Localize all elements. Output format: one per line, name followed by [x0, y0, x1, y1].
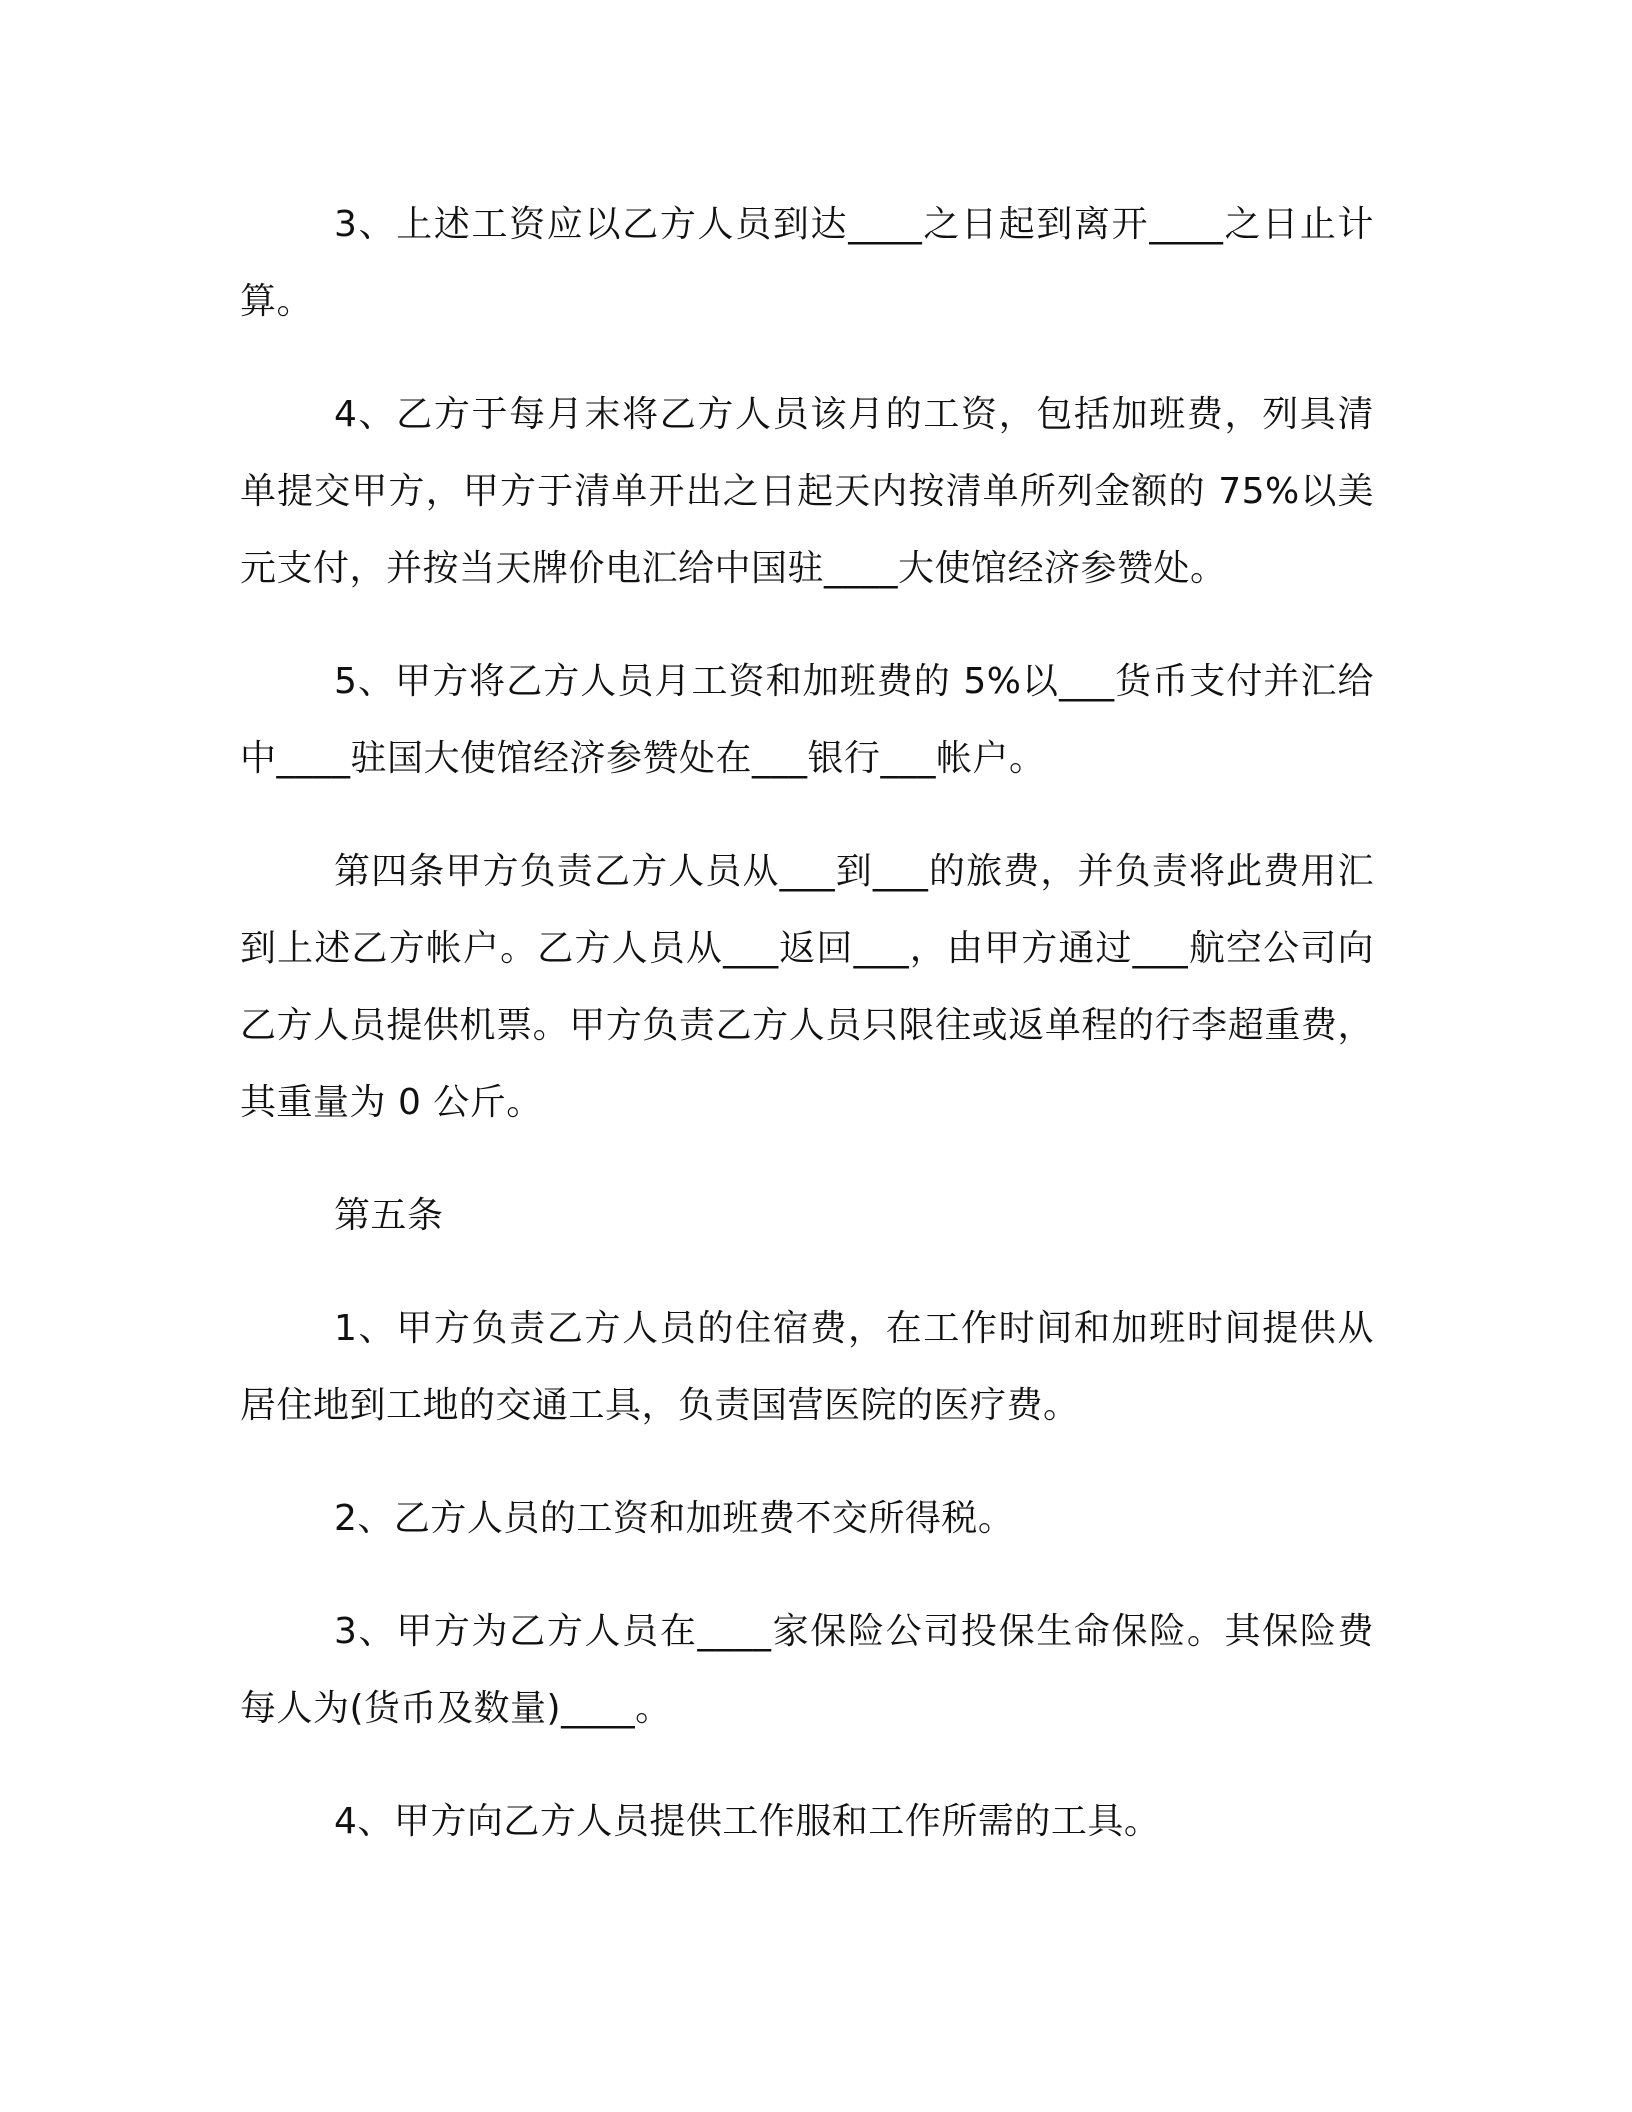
clause-3-wage-period: 3、上述工资应以乙方人员到达____之日起到离开____之日止计算。 [240, 204, 1374, 322]
article-5-heading: 第五条 [334, 1195, 444, 1236]
clause-4-monthly-payment: 4、乙方于每月末将乙方人员该月的工资，包括加班费，列具清单提交甲方，甲方于清单开出之日起天内按清单所列金额的 75%以美元支付，并按当天牌价电汇给中国驻____大使馆经济参赞处。 [240, 394, 1374, 589]
article-5-item-1-accommodation: 1、甲方负责乙方人员的住宿费，在工作时间和加班时间提供从居住地到工地的交通工具，负责国营医院的医疗费。 [240, 1308, 1374, 1426]
article-5-item-3-insurance: 3、甲方为乙方人员在____家保险公司投保生命保险。其保险费每人为(货币及数量)____。 [240, 1611, 1374, 1729]
clause-5-currency-remittance: 5、甲方将乙方人员月工资和加班费的 5%以___货币支付并汇给中____驻国大使馆经济参赞处在___银行___帐户。 [240, 661, 1374, 779]
article-5-item-2-tax: 2、乙方人员的工资和加班费不交所得税。 [334, 1498, 1015, 1539]
article-5-item-4-workwear: 4、甲方向乙方人员提供工作服和工作所需的工具。 [334, 1801, 1161, 1842]
article-4-travel-expenses: 第四条甲方负责乙方人员从___到___的旅费，并负责将此费用汇到上述乙方帐户。乙方人员从___返回___，由甲方通过___航空公司向乙方人员提供机票。甲方负责乙方人员只限往或返单程的行李超重费，其重量为 0 公斤。 [240, 851, 1374, 1123]
